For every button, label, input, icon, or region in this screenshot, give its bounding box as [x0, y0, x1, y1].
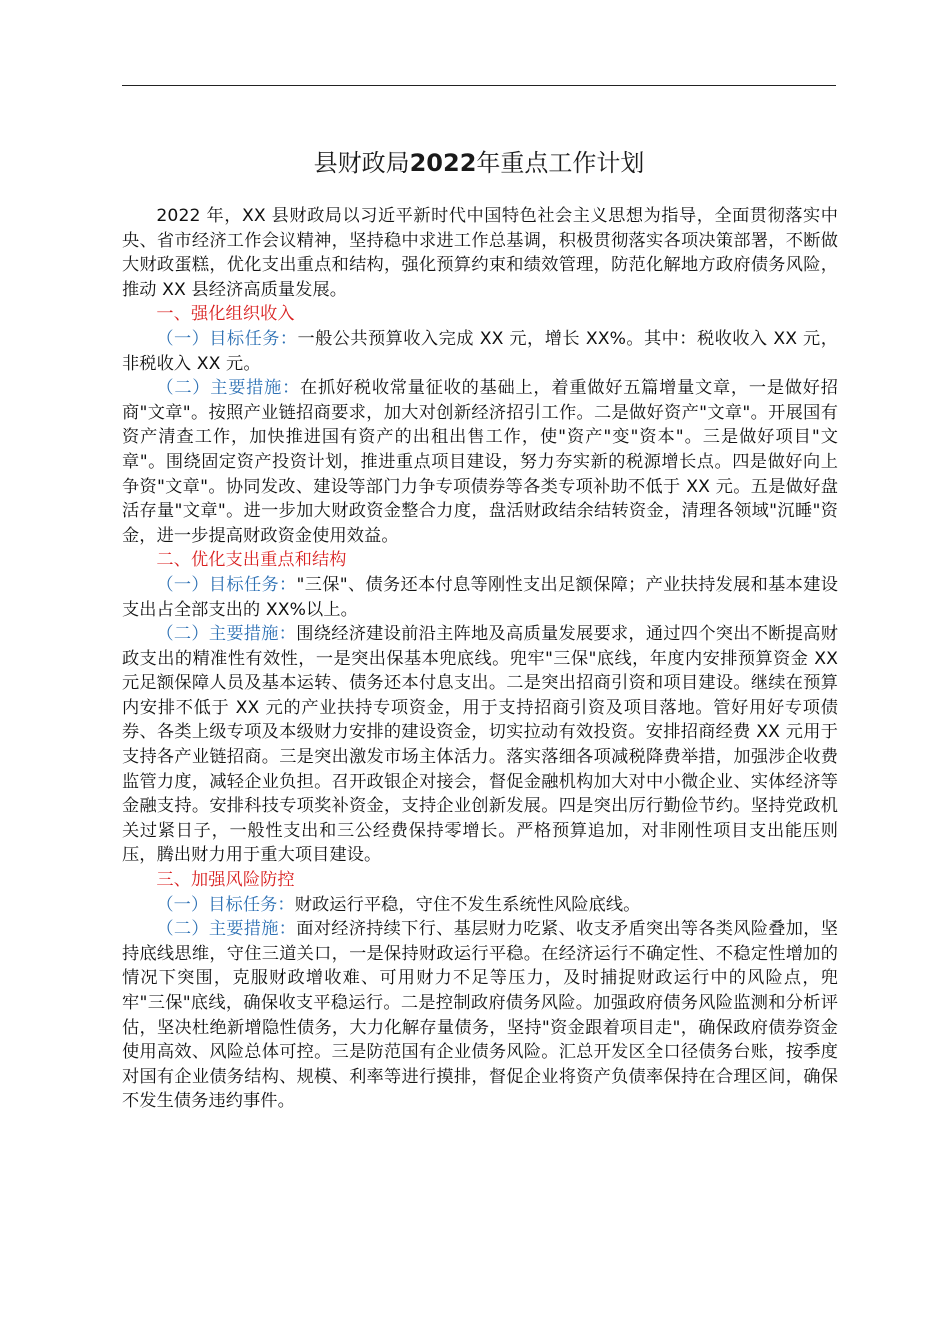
- target-text: 一般公共预算收入完成 XX 元，增长 XX%。其中：税收收入 XX 元，非税收入 XX 元。: [122, 328, 838, 374]
- section-heading-1: 一、强化组织收入: [156, 304, 295, 325]
- section-1-measures: [122, 376, 838, 548]
- target-label: （一）目标任务：: [156, 328, 298, 349]
- measure-text: 在抓好税收常量征收的基础上，着重做好五篇增量文章，一是做好招商"文章"。按照产业链招商要求，加大对创新经济招引工作。二是做好资产"文章"。开展国有资产清查工作，加快推进国有资产的出租出售工作，使"资产"变"资本"。三是做好项目"文章"。围绕固定资产投资计划，推进重点项目建设，努力夯实新的税源增长点。四是做好向上争资"文章"。协同发改、建设等部门力争专项债券等各类专项补助不低于 XX 元。五是做好盘活存量"文章"。进一步加大财政资金整合力度，盘活财政结余结转资金，清理各领域"沉睡"资金，进一步提高财政资金使用效益。: [122, 378, 838, 546]
- intro-paragraph: 2022 年，XX 县财政局以习近平新时代中国特色社会主义思想为指导，全面贯彻落实中央、省市经济工作会议精神，坚持稳中求进工作总基调，积极贯彻落实各项决策部署，不断做大财政蛋糕，优化支出重点和结构，强化预算约束和绩效管理，防范化解地方政府债务风险，推动 XX 县经济高质量发展。: [122, 206, 838, 300]
- target-text: 财政运行平稳，守住不发生系统性风险底线。: [294, 894, 641, 915]
- title-year: 2022: [409, 149, 477, 177]
- section-3-target: [122, 893, 838, 918]
- section-2-target: [122, 573, 838, 622]
- section-2-measures: [122, 622, 838, 868]
- document-body: [122, 204, 838, 1114]
- target-label: （一）目标任务：: [156, 894, 295, 915]
- measure-label: （二）主要措施：: [156, 378, 301, 399]
- section-heading-3: 三、加强风险防控: [156, 870, 295, 891]
- header-rule: [122, 85, 836, 86]
- measure-text: 面对经济持续下行、基层财力吃紧、收支矛盾突出等各类风险叠加，坚持底线思维，守住三道关口，一是保持财政运行平稳。在经济运行不确定性、不稳定性增加的情况下突围，克服财政增收难、可用财力不足等压力，及时捕捉财政运行中的风险点，兜牢"三保"底线，确保收支平稳运行。二是控制政府债务风险。加强政府债务风险监测和分析评估，坚决杜绝新增隐性债务，大力化解存量债务，坚持"资金跟着项目走"，确保政府债券资金使用高效、风险总体可控。三是防范国有企业债务风险。汇总开发区全口径债务台账，按季度对国有企业债务结构、规模、利率等进行摸排，督促企业将资产负债率保持在合理区间，确保不发生债务违约事件。: [122, 919, 838, 1112]
- section-1-target: [122, 327, 838, 376]
- title-suffix: 年重点工作计划: [476, 149, 645, 177]
- measure-label: （二）主要措施：: [156, 919, 297, 940]
- measure-label: （二）主要措施：: [156, 624, 297, 645]
- document-title: [122, 146, 836, 180]
- section-3-measures: [122, 917, 838, 1114]
- measure-text: 围绕经济建设前沿主阵地及高质量发展要求，通过四个突出不断提高财政支出的精准性有效性，一是突出保基本兜底线。兜牢"三保"底线，年度内安排预算资金 XX 元足额保障人员及基本运转、债务还本付息支出。二是突出招商引资和项目建设。继续在预算内安排不低于 XX 元的产业扶持专项资金，用于支持招商引资及项目落地。管好用好专项债券、各类上级专项及本级财力安排的建设资金，切实拉动有效投资。安排招商经费 XX 元用于支持各产业链招商。三是突出激发市场主体活力。落实落细各项减税降费举措，加强涉企收费监管力度，减轻企业负担。召开政银企对接会，督促金融机构加大对中小微企业、实体经济等金融支持。安排科技专项奖补资金，支持企业创新发展。四是突出厉行勤俭节约。坚持党政机关过紧日子，一般性支出和三公经费保持零增长。严格预算追加，对非刚性项目支出能压则压，腾出财力用于重大项目建设。: [122, 624, 838, 866]
- section-heading-2: 二、优化支出重点和结构: [156, 550, 347, 571]
- target-text: "三保"、债务还本付息等刚性支出足额保障；产业扶持发展和基本建设支出占全部支出的 XX%以上。: [122, 574, 838, 620]
- title-prefix: 县财政局: [313, 149, 410, 177]
- target-label: （一）目标任务：: [156, 574, 297, 595]
